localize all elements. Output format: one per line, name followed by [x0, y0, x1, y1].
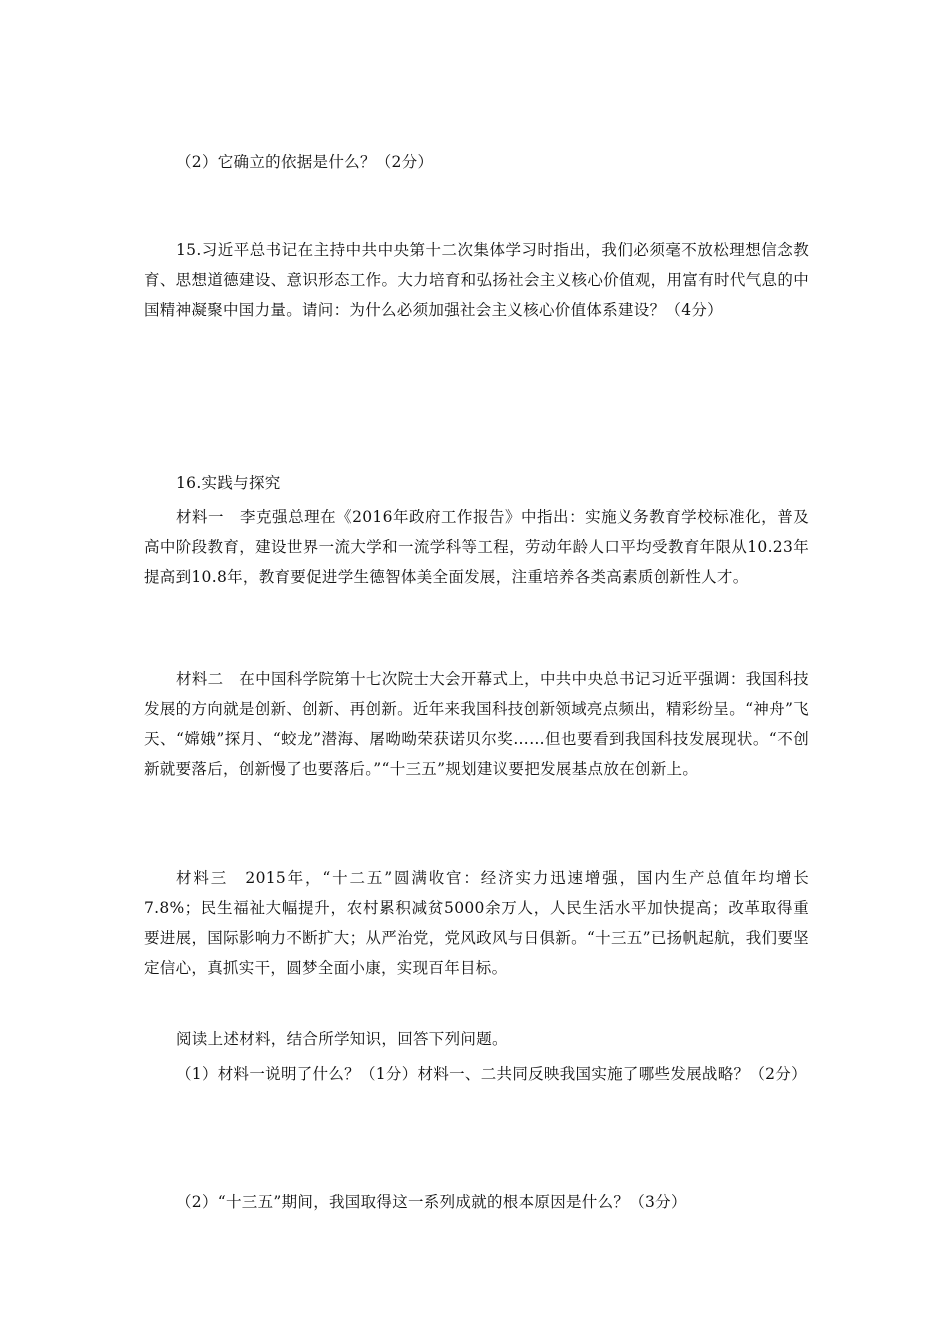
material-3: 材料三 2015年，“十二五”圆满收官：经济实力迅速增强，国内生产总值年均增长7.8%；民生福祉大幅提升，农村累积减贫5000余万人，人民生活水平加快提高；改革取得重要进展，国际影响力不断扩大；从严治党，党风政风与日俱新。“十三五”已扬帆起航，我们要坚定信心，真抓实干，圆梦全面小康，实现百年目标。 [144, 869, 809, 977]
reading-instruction: 阅读上述材料，结合所学知识，回答下列问题。 [176, 1030, 508, 1048]
question-16-part-1: （1）材料一说明了什么？（1分）材料一、二共同反映我国实施了哪些发展战略？（2分） [176, 1065, 807, 1083]
question-16-title: 16.实践与探究 [176, 474, 281, 492]
material-2: 材料二 在中国科学院第十七次院士大会开幕式上，中共中央总书记习近平强调：我国科技发展的方向就是创新、创新、再创新。近年来我国科技创新领域亮点频出，精彩纷呈。“神舟”飞天、“嫦娥”探月、“蛟龙”潜海、屠呦呦荣获诺贝尔奖……但也要看到我国科技发展现状。“不创新就要落后，创新慢了也要落后。”“十三五”规划建议要把发展基点放在创新上。 [144, 670, 809, 778]
question-16-part-2: （2）“十三五”期间，我国取得这一系列成就的根本原因是什么？（3分） [176, 1193, 687, 1211]
question-15: 15.习近平总书记在主持中共中央第十二次集体学习时指出，我们必须毫不放松理想信念教育、思想道德建设、意识形态工作。大力培育和弘扬社会主义核心价值观，用富有时代气息的中国精神凝聚中国力量。请问：为什么必须加强社会主义核心价值体系建设？（4分） [144, 241, 809, 319]
material-1: 材料一 李克强总理在《2016年政府工作报告》中指出：实施义务教育学校标准化，普及高中阶段教育，建设世界一流大学和一流学科等工程，劳动年龄人口平均受教育年限从10.23年提高到10.8年，教育要促进学生德智体美全面发展，注重培养各类高素质创新性人才。 [144, 508, 809, 586]
question-14-part-2: （2）它确立的依据是什么？（2分） [176, 153, 434, 171]
